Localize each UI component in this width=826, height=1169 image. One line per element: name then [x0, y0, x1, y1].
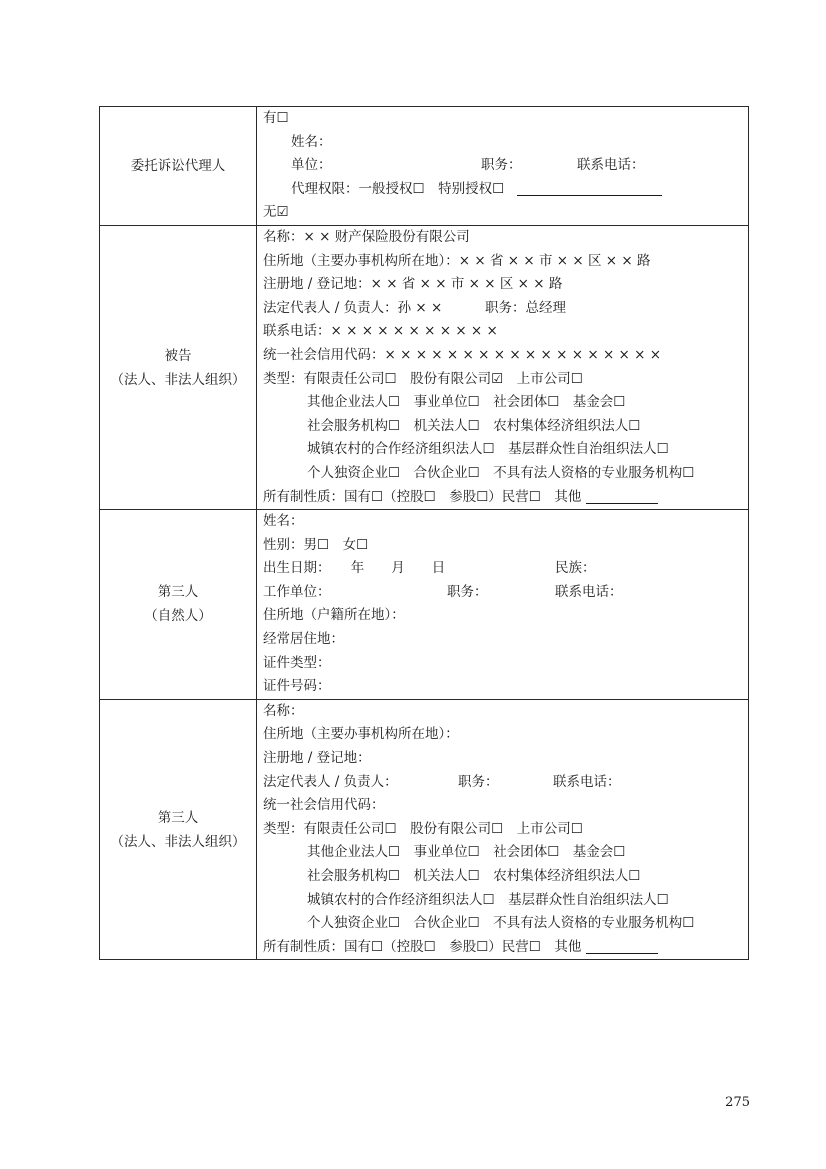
third-natural-id-number: 证件号码：	[263, 678, 331, 695]
third-natural-label: 第三人	[157, 584, 199, 601]
agent-content-cell	[257, 107, 749, 226]
third-legal-registered: 注册地 / 登记地：	[263, 750, 371, 767]
third-natural-residence: 经常居住地：	[263, 631, 344, 648]
defendant-label-sub: （法人、非法人组织）	[110, 371, 246, 388]
defendant-rep-row	[263, 297, 742, 321]
third-natural-row	[100, 510, 749, 700]
third-legal-content-cell	[257, 699, 749, 960]
third-legal-ownership-blank	[586, 939, 658, 954]
defendant-rep-position: 职务：总经理	[485, 299, 566, 316]
third-legal-row	[100, 699, 749, 960]
agent-authority-options[interactable]: 代理权限：一般授权☐ 特别授权☐	[291, 180, 505, 197]
third-legal-label-sub: （法人、非法人组织）	[110, 833, 246, 850]
defendant-type-line-1[interactable]: 类型：有限责任公司☐ 股份有限公司☑ 上市公司☐	[263, 370, 583, 387]
defendant-ownership-blank	[586, 489, 658, 504]
defendant-ownership-row	[263, 486, 742, 510]
third-natural-id-type: 证件类型：	[263, 654, 331, 671]
third-legal-rep-row	[263, 771, 742, 795]
third-legal-type-line-4[interactable]: 城镇农村的合作经济组织法人☐ 基层群众性自治组织法人☐	[307, 891, 669, 908]
defendant-content-cell	[257, 225, 749, 509]
agent-phone-field: 联系电话：	[577, 157, 645, 174]
agent-none-option[interactable]: 无☑	[263, 204, 289, 221]
agent-name-field: 姓名：	[291, 133, 332, 150]
defendant-type-line-3[interactable]: 社会服务机构☐ 机关法人☐ 农村集体经济组织法人☐	[307, 417, 641, 434]
third-legal-label: 第三人	[157, 809, 199, 826]
third-legal-address: 住所地（主要办事机构所在地）：	[263, 726, 459, 743]
defendant-type-line-5[interactable]: 个人独资企业☐ 合伙企业☐ 不具有法人资格的专业服务机构☐	[307, 464, 695, 481]
agent-row	[100, 107, 749, 226]
third-natural-label-sub: （自然人）	[144, 608, 212, 625]
third-natural-phone: 联系电话：	[555, 583, 623, 600]
third-legal-phone: 联系电话：	[553, 773, 621, 790]
third-legal-label-cell	[100, 699, 257, 960]
agent-unit-row	[263, 154, 742, 178]
defendant-label-cell	[100, 225, 257, 509]
defendant-name: 名称：× × 财产保险股份有限公司	[263, 228, 470, 245]
litigation-form-table	[99, 106, 749, 960]
agent-has-option[interactable]: 有☐	[263, 110, 289, 126]
third-legal-name: 名称：	[263, 702, 304, 719]
third-natural-gender[interactable]: 性别：男☐ 女☐	[263, 536, 369, 553]
agent-authority-row	[263, 178, 742, 202]
defendant-ownership[interactable]: 所有制性质：国有☐（控股☐ 参股☐）民营☐ 其他	[263, 488, 582, 505]
third-legal-type-line-3[interactable]: 社会服务机构☐ 机关法人☐ 农村集体经济组织法人☐	[307, 868, 641, 884]
defendant-credit-code: 统一社会信用代码：× × × × × × × × × × × × × × × × × ×	[263, 346, 662, 363]
third-legal-credit-code: 统一社会信用代码：	[263, 797, 385, 814]
third-legal-ownership-row	[263, 936, 742, 960]
defendant-type-line-4[interactable]: 城镇农村的合作经济组织法人☐ 基层群众性自治组织法人☐	[307, 441, 669, 458]
third-legal-rep-position: 职务：	[458, 773, 499, 790]
agent-authority-blank	[517, 181, 662, 196]
agent-unit-field: 单位：	[291, 157, 332, 174]
defendant-type-line-2[interactable]: 其他企业法人☐ 事业单位☐ 社会团体☐ 基金会☐	[307, 394, 626, 411]
third-natural-domicile: 住所地（户籍所在地）：	[263, 607, 405, 624]
defendant-address: 住所地（主要办事机构所在地）：× × 省 × × 市 × × 区 × × 路	[263, 252, 651, 269]
agent-label: 委托诉讼代理人	[130, 157, 226, 174]
page-number: 275	[725, 1095, 750, 1110]
third-natural-position: 职务：	[447, 583, 488, 600]
third-natural-work-row	[263, 581, 742, 605]
agent-position-field: 职务：	[481, 157, 522, 174]
third-legal-type-line-5[interactable]: 个人独资企业☐ 合伙企业☐ 不具有法人资格的专业服务机构☐	[307, 915, 695, 932]
defendant-phone: 联系电话：× × × × × × × × × × ×	[263, 323, 498, 340]
third-natural-birth: 出生日期： 年 月 日	[263, 560, 446, 577]
third-natural-label-cell	[100, 510, 257, 700]
defendant-row	[100, 225, 749, 509]
third-natural-content-cell	[257, 510, 749, 700]
third-legal-type-line-1[interactable]: 类型：有限责任公司☐ 股份有限公司☐ 上市公司☐	[263, 820, 583, 837]
agent-label-cell	[100, 107, 257, 226]
third-natural-birth-row	[263, 557, 742, 581]
third-legal-rep: 法定代表人 / 负责人：	[263, 773, 398, 790]
third-legal-ownership[interactable]: 所有制性质：国有☐（控股☐ 参股☐）民营☐ 其他	[263, 938, 582, 955]
third-natural-name: 姓名：	[263, 513, 304, 530]
third-natural-work-unit: 工作单位：	[263, 583, 331, 600]
third-legal-type-line-2[interactable]: 其他企业法人☐ 事业单位☐ 社会团体☐ 基金会☐	[307, 844, 626, 861]
third-natural-ethnicity: 民族：	[555, 560, 596, 577]
defendant-label: 被告	[164, 347, 192, 364]
defendant-registered: 注册地 / 登记地：× × 省 × × 市 × × 区 × × 路	[263, 276, 563, 293]
defendant-rep: 法定代表人 / 负责人：孙 × ×	[263, 299, 443, 316]
